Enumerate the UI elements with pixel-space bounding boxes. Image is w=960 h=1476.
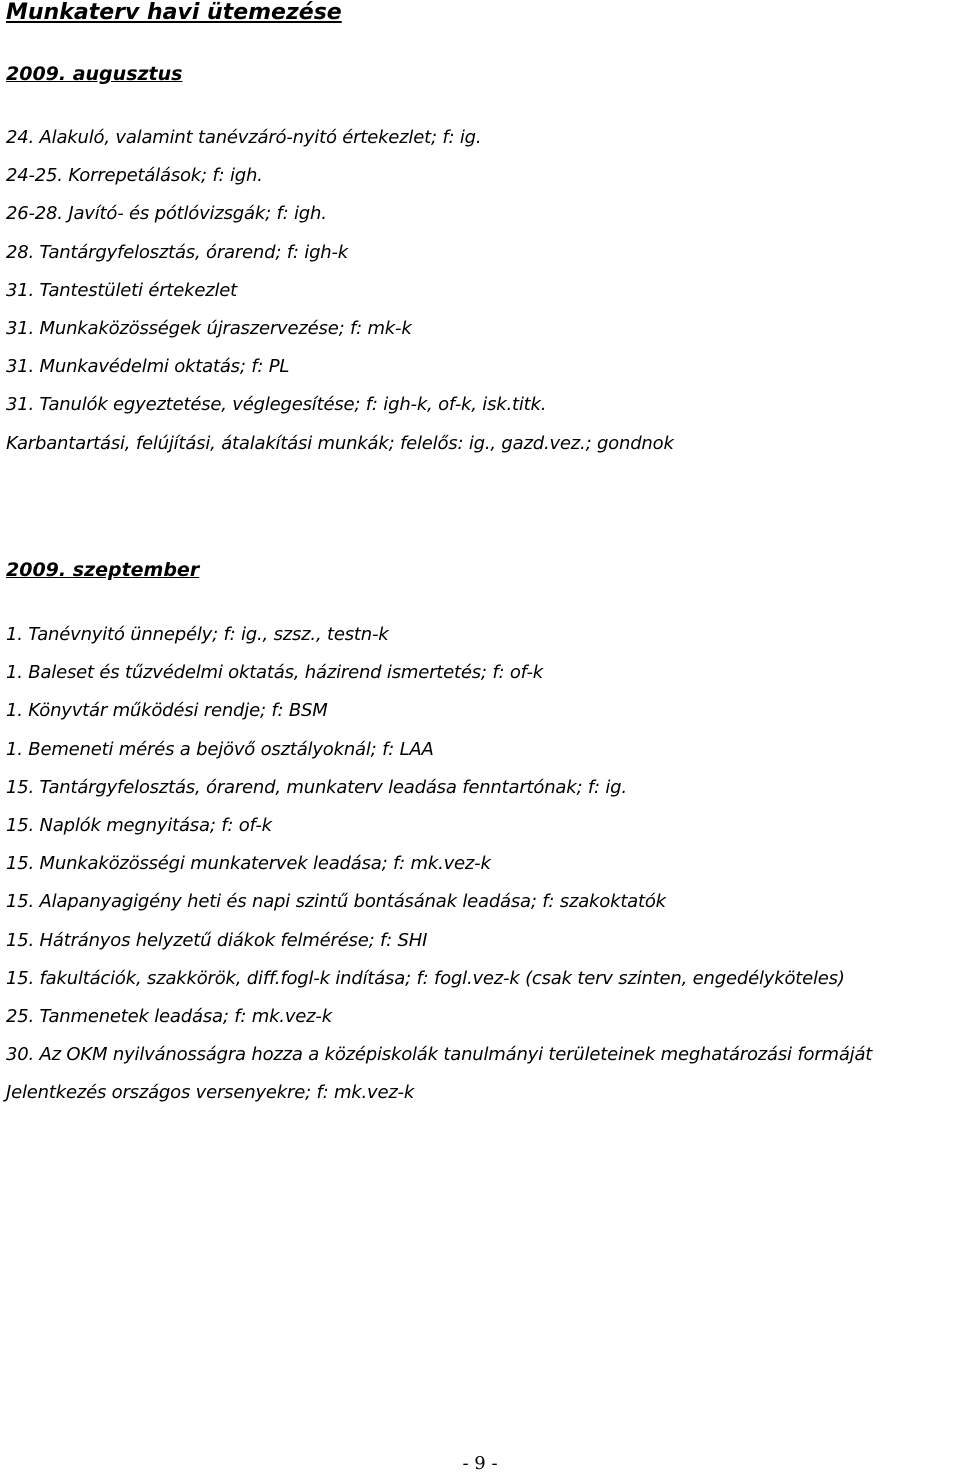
schedule-item: 24. Alakuló, valamint tanévzáró-nyitó értekezlet; f: ig. — [6, 127, 482, 148]
schedule-item: 31. Tantestületi értekezlet — [6, 279, 238, 301]
schedule-item: 15. Hátrányos helyzetű diákok felmérése; f: SHI — [6, 929, 428, 951]
schedule-item: 26-28. Javító- és pótlóvizsgák; f: igh. — [6, 203, 327, 225]
schedule-item: 1. Bemeneti mérés a bejövő osztályoknál; f: LAA — [6, 738, 434, 760]
month-heading-september: 2009. szeptember — [6, 559, 200, 581]
schedule-item: 30. Az OKM nyilvánosságra hozza a középiskolák tanulmányi területeinek meghatározási formáját — [6, 1044, 873, 1066]
schedule-item: 31. Munkaközösségek újraszervezése; f: mk-k — [6, 317, 412, 339]
schedule-item: 24-25. Korrepetálások; f: igh. — [6, 165, 263, 187]
schedule-item: 15. Munkaközösségi munkatervek leadása; f: mk.vez-k — [6, 853, 491, 875]
schedule-item: 15. fakultációk, szakkörök, diff.fogl-k indítása; f: fogl.vez-k (csak terv szinten, engedélyköteles) — [6, 967, 845, 989]
schedule-item: 15. Tantárgyfelosztás, órarend, munkaterv leadása fenntartónak; f: ig. — [6, 776, 627, 798]
schedule-item: 1. Baleset és tűzvédelmi oktatás, házirend ismertetés; f: of-k — [6, 662, 543, 684]
schedule-item: Jelentkezés országos versenyekre; f: mk.vez-k — [6, 1082, 415, 1104]
schedule-item: 31. Munkavédelmi oktatás; f: PL — [6, 356, 290, 378]
schedule-item: 28. Tantárgyfelosztás, órarend; f: igh-k — [6, 241, 349, 263]
schedule-item: 1. Könyvtár működési rendje; f: BSM — [6, 700, 328, 722]
month-heading-august: 2009. augusztus — [6, 63, 183, 85]
schedule-item: 31. Tanulók egyeztetése, véglegesítése; f: igh-k, of-k, isk.titk. — [6, 394, 547, 416]
page-number — [0, 1452, 960, 1476]
august-schedule-list — [6, 126, 674, 470]
september-schedule-list — [6, 623, 872, 1119]
schedule-item: 25. Tanmenetek leadása; f: mk.vez-k — [6, 1005, 332, 1027]
schedule-item: 15. Alapanyagigény heti és napi szintű bontásának leadása; f: szakoktatók — [6, 891, 666, 913]
schedule-item: Karbantartási, felújítási, átalakítási munkák; felelős: ig., gazd.vez.; gondnok — [6, 432, 674, 454]
page-number-text: - 9 - — [462, 1453, 498, 1474]
schedule-item: 1. Tanévnyitó ünnepély; f: ig., szsz., testn-k — [6, 624, 389, 645]
schedule-item: 15. Naplók megnyitása; f: of-k — [6, 814, 272, 836]
document-title: Munkaterv havi ütemezése — [6, 0, 342, 25]
